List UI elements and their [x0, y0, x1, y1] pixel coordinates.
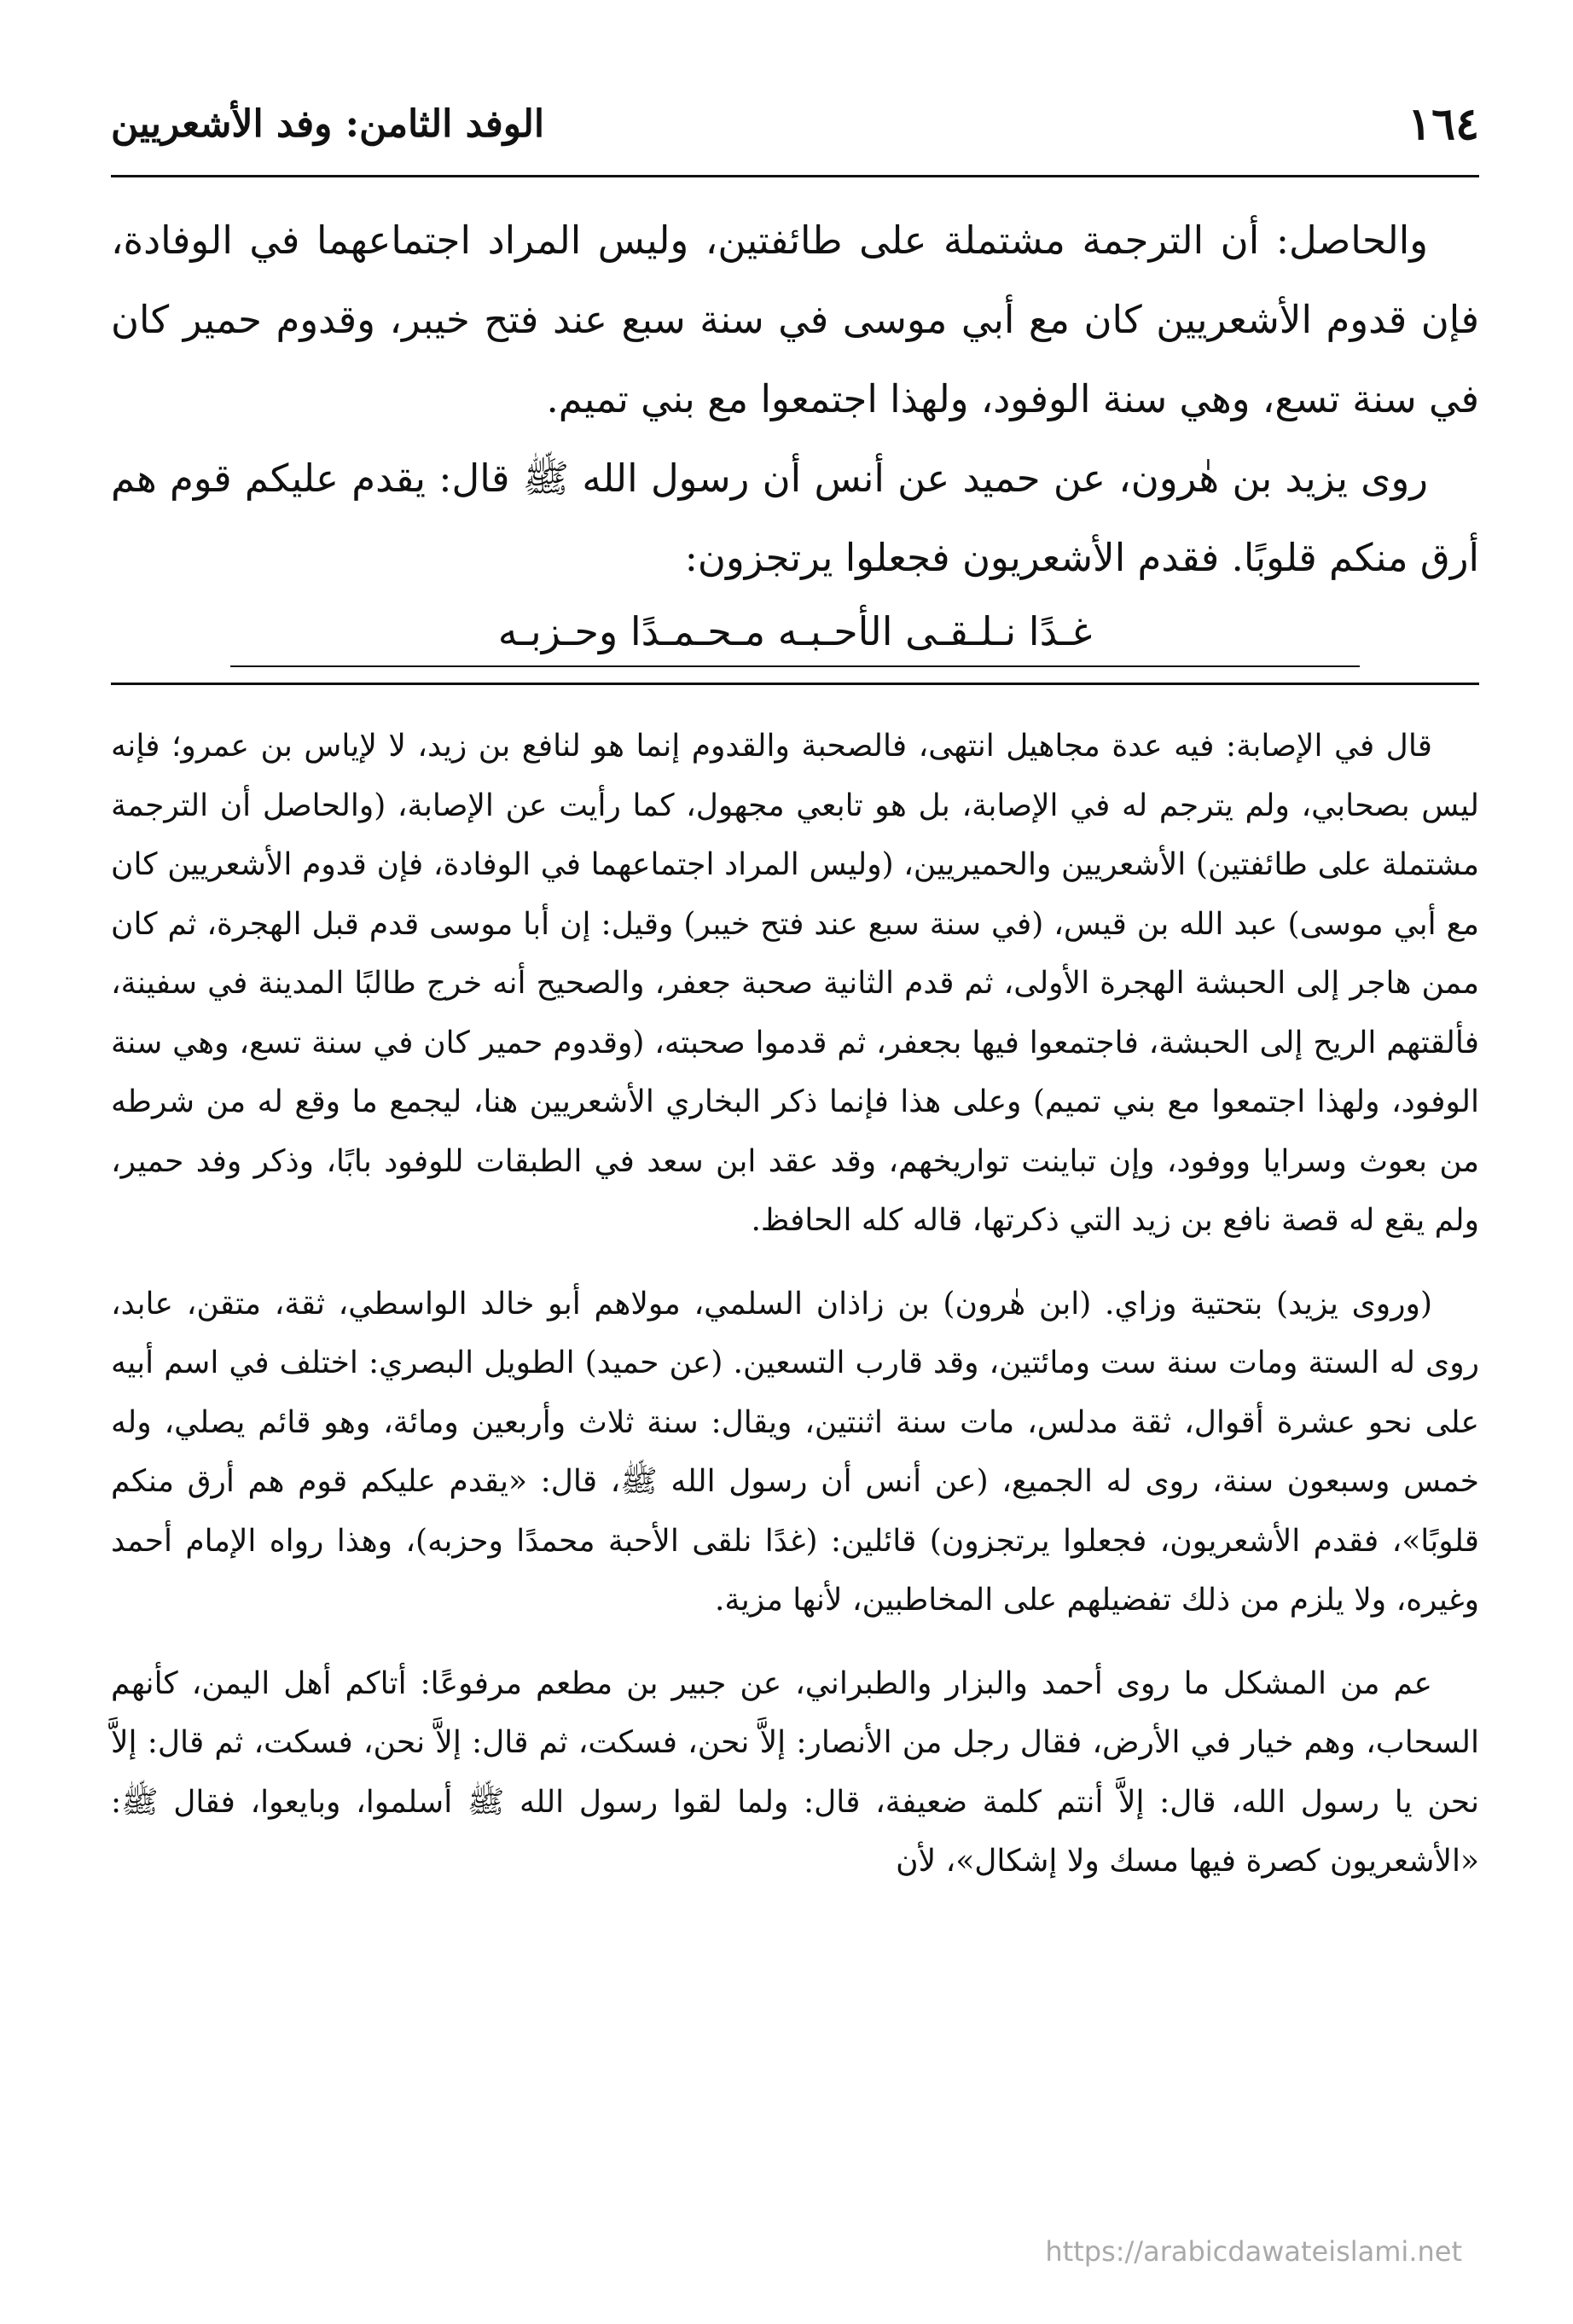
watermark-url: https://arabicdawateislami.net	[1045, 2235, 1462, 2268]
page-number: ١٦٤	[1408, 97, 1479, 150]
poem-verse: غـدًا نـلـقـى الأحـبـه مـحـمـدًا وحـزبـه	[230, 597, 1360, 667]
main-paragraph-2: روى يزيد بن هٰرون، عن حميد عن أنس أن رسول الله ﷺ قال: يقدم عليكم قوم هم أرق منكم قلوبًا. فقدم الأشعريون فجعلوا يرتجزون:	[111, 456, 1479, 580]
page-header	[111, 81, 1479, 166]
running-title: الوفد الثامن: وفد الأشعريين	[111, 102, 545, 146]
commentary-text	[111, 717, 1479, 1915]
section-divider	[111, 683, 1479, 685]
header-rule	[111, 175, 1479, 177]
main-paragraph-1: والحاصل: أن الترجمة مشتملة على طائفتين، وليس المراد اجتماعهما في الوفادة، فإن قدوم الأشعريين كان مع أبي موسى في سنة سبع عند فتح خيبر، وقدوم حمير كان في سنة تسع، وهي سنة الوفود، ولهذا اجتمعوا مع بني تميم.	[111, 218, 1479, 421]
commentary-paragraph-1: قال في الإصابة: فيه عدة مجاهيل انتهى، فالصحبة والقدوم إنما هو لنافع بن زيد، لا لإياس بن عمرو؛ فإنه ليس بصحابي، ولم يترجم له في الإصابة، بل هو تابعي مجهول، كما رأيت عن الإصابة، (والحاصل أن الترجمة مشتملة على طائفتين) الأشعريين والحميريين، (وليس المراد اجتماعهما في الوفادة، فإن قدوم الأشعريين كان مع أبي موسى) عبد الله بن قيس، (في سنة سبع عند فتح خيبر) وقيل: إن أبا موسى قدم قبل الهجرة، ثم كان ممن هاجر إلى الحبشة الهجرة الأولى، ثم قدم الثانية صحبة جعفر، والصحيح أنه خرج طالبًا المدينة في سفينة، فألقتهم الريح إلى الحبشة، فاجتمعوا فيها بجعفر، ثم قدموا صحبته، (وقدوم حمير كان في سنة تسع، وهي سنة الوفود، ولهذا اجتمعوا مع بني تميم) وعلى هذا فإنما ذكر البخاري الأشعريين هنا، ليجمع ما وقع له من شرطه من بعوث وسرايا ووفود، وإن تباينت تواريخهم، وقد عقد ابن سعد في الطبقات للوفود بابًا، وذكر وفد حمير، ولم يقع له قصة نافع بن زيد التي ذكرتها، قاله كله الحافظ.	[111, 729, 1480, 1238]
commentary-paragraph-3: عم من المشكل ما روى أحمد والبزار والطبراني، عن جبير بن مطعم مرفوعًا: أتاكم أهل اليمن، كأنهم السحاب، وهم خيار في الأرض، فقال رجل من الأنصار: إلاَّ نحن، فسكت، ثم قال: إلاَّ نحن، فسكت، ثم قال: إلاَّ نحن يا رسول الله، قال: إلاَّ أنتم كلمة ضعيفة، قال: ولما لقوا رسول الله ﷺ أسلموا، وبايعوا، فقال ﷺ: «الأشعريون كصرة فيها مسك ولا إشكال»، لأن	[111, 1665, 1479, 1879]
commentary-paragraph-2: (وروى يزيد) بتحتية وزاي. (ابن هٰرون) بن زاذان السلمي، مولاهم أبو خالد الواسطي، ثقة، متقن، عابد، روى له الستة ومات سنة ست ومائتين، وقد قارب التسعين. (عن حميد) الطويل البصري: اختلف في اسم أبيه على نحو عشرة أقوال، ثقة مدلس، مات سنة اثنتين، ويقال: سنة ثلاث وأربعين ومائة، وهو قائم يصلي، وله خمس وسبعون سنة، روى له الجميع، (عن أنس أن رسول الله ﷺ، قال: «يقدم عليكم قوم هم أرق منكم قلوبًا»، فقدم الأشعريون، فجعلوا يرتجزون) قائلين: (غدًا نلقى الأحبة محمدًا وحزبه)، وهذا رواه الإمام أحمد وغيره، ولا يلزم من ذلك تفضيلهم على المخاطبين، لأنها مزية.	[111, 1286, 1479, 1618]
main-text	[111, 200, 1479, 667]
